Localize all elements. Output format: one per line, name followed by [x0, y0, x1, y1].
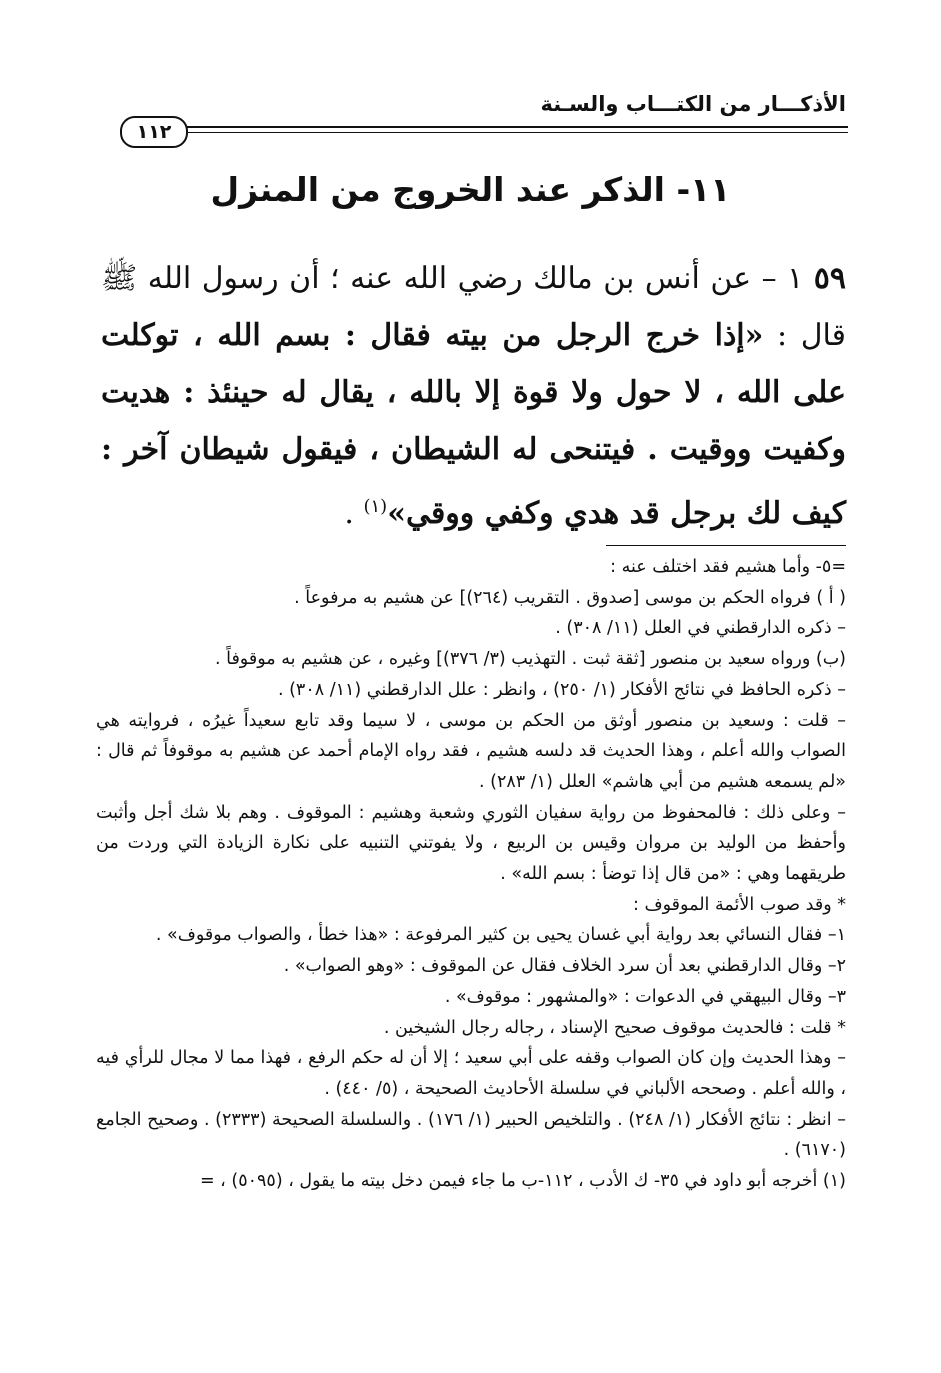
hadith-paragraph [101, 250, 846, 542]
page-number: ١١٢ [120, 116, 188, 148]
footnote-separator [606, 545, 846, 546]
hadith-sub-number: ١ [787, 261, 804, 296]
footnote-line: (ب) ورواه سعيد بن منصور [ثقة ثبت . التهذيب (٣/ ٣٧٦)] وغيره ، عن هشيم به موقوفاً . [214, 649, 846, 670]
running-header-title: الأذكـــار من الكتـــاب والسـنة [540, 92, 846, 116]
chapter-title: ١١- الذكر عند الخروج من المنزل [210, 170, 731, 209]
footnote-line: – وعلى ذلك : فالمحفوظ من رواية سفيان الثوري وشعبة وهشيم : الموقوف . وهم بلا شك أجل وأثبت وأحفظ من الوليد بن مروان وقيس بن الربيع ، ولا يفوتني التنبيه على نكارة الزيادة التي وردت من طريقهما وهي : «من قال إذا توضأ : بسم الله» . [96, 802, 846, 885]
footnote-line: ١– فقال النسائي بعد رواية أبي غسان يحيى بن كثير المرفوعة : «هذا خطأ ، والصواب موقوف» . [155, 925, 846, 946]
footnote-line: ٢– وقال الدارقطني بعد أن سرد الخلاف فقال عن الموقوف : «وهو الصواب» . [283, 956, 846, 977]
footnote-line: (١) أخرجه أبو داود في ٣٥- ك الأدب ، ١١٢-ب ما جاء فيمن دخل بيته ما يقول ، (٥٠٩٥) ، = [199, 1171, 846, 1192]
footnote-line: =٥- وأما هشيم فقد اختلف عنه : [610, 557, 846, 577]
header-rule [180, 126, 848, 128]
footnote-line: * قلت : فالحديث موقوف صحيح الإسناد ، رجاله رجال الشيخين . [383, 1017, 846, 1038]
hadith-text: «إذا خرج الرجل من بيته فقال : بسم الله ، توكلت على الله ، لا حول ولا قوة إلا بالله ، يقال له حينئذ : هديت وكفيت ووقيت . فيتنحى له الشيطان ، فيقول شيطان آخر : كيف لك برجل قد هدي وكفي ووقي» [101, 318, 846, 531]
header-rule-thin [180, 132, 848, 133]
footnote-line: – انظر : نتائج الأفكار (١/ ٢٤٨) . والتلخيص الحبير (١/ ١٧٦) . والسلسلة الصحيحة (٢٣٣٣) . وصحيح الجامع (٦١٧٠) . [96, 1109, 846, 1161]
hadith-intro: – عن أنس بن مالك رضي الله عنه ؛ أن رسول الله ﷺ قال : [101, 261, 846, 353]
hadith-end: . [344, 496, 354, 531]
footnote-line: – وهذا الحديث وإن كان الصواب وقفه على أبي سعيد ؛ إلا أن له حكم الرفع ، فهذا مما لا مجال للرأي فيه ، والله أعلم . وصححه الألباني في سلسلة الأحاديث الصحيحة ، (٥/ ٤٤٠) . [96, 1048, 846, 1099]
footnotes [96, 552, 846, 1197]
footnote-line: – قلت : وسعيد بن منصور أوثق من الحكم بن موسى ، لا سيما وقد تابع سعيداً غيرُه ، فروايته هي الصواب والله أعلم ، وهذا الحديث قد دلسه هشيم ، فقد رواه الإمام أحمد عن هشيم به موقوفاً ثم قال : «لم يسمعه هشيم من أبي هاشم» العلل (١/ ٢٨٣) . [96, 710, 846, 792]
footnote-reference: (١) [363, 496, 388, 517]
footnote-line: * وقد صوب الأئمة الموقوف : [633, 894, 846, 915]
footnote-line: – ذكره الحافظ في نتائج الأفكار (١/ ٢٥٠) ، وانظر : علل الدارقطني (١١/ ٣٠٨) . [277, 679, 846, 700]
footnote-line: – ذكره الدارقطني في العلل (١١/ ٣٠٨) . [555, 618, 846, 639]
footnote-line: ( أ ) فرواه الحكم بن موسى [صدوق . التقريب (٢٦٤)] عن هشيم به مرفوعاً . [294, 587, 846, 608]
hadith-number: ٥٩ [813, 261, 846, 296]
footnote-line: ٣– وقال البيهقي في الدعوات : «والمشهور : موقوف» . [444, 986, 846, 1007]
